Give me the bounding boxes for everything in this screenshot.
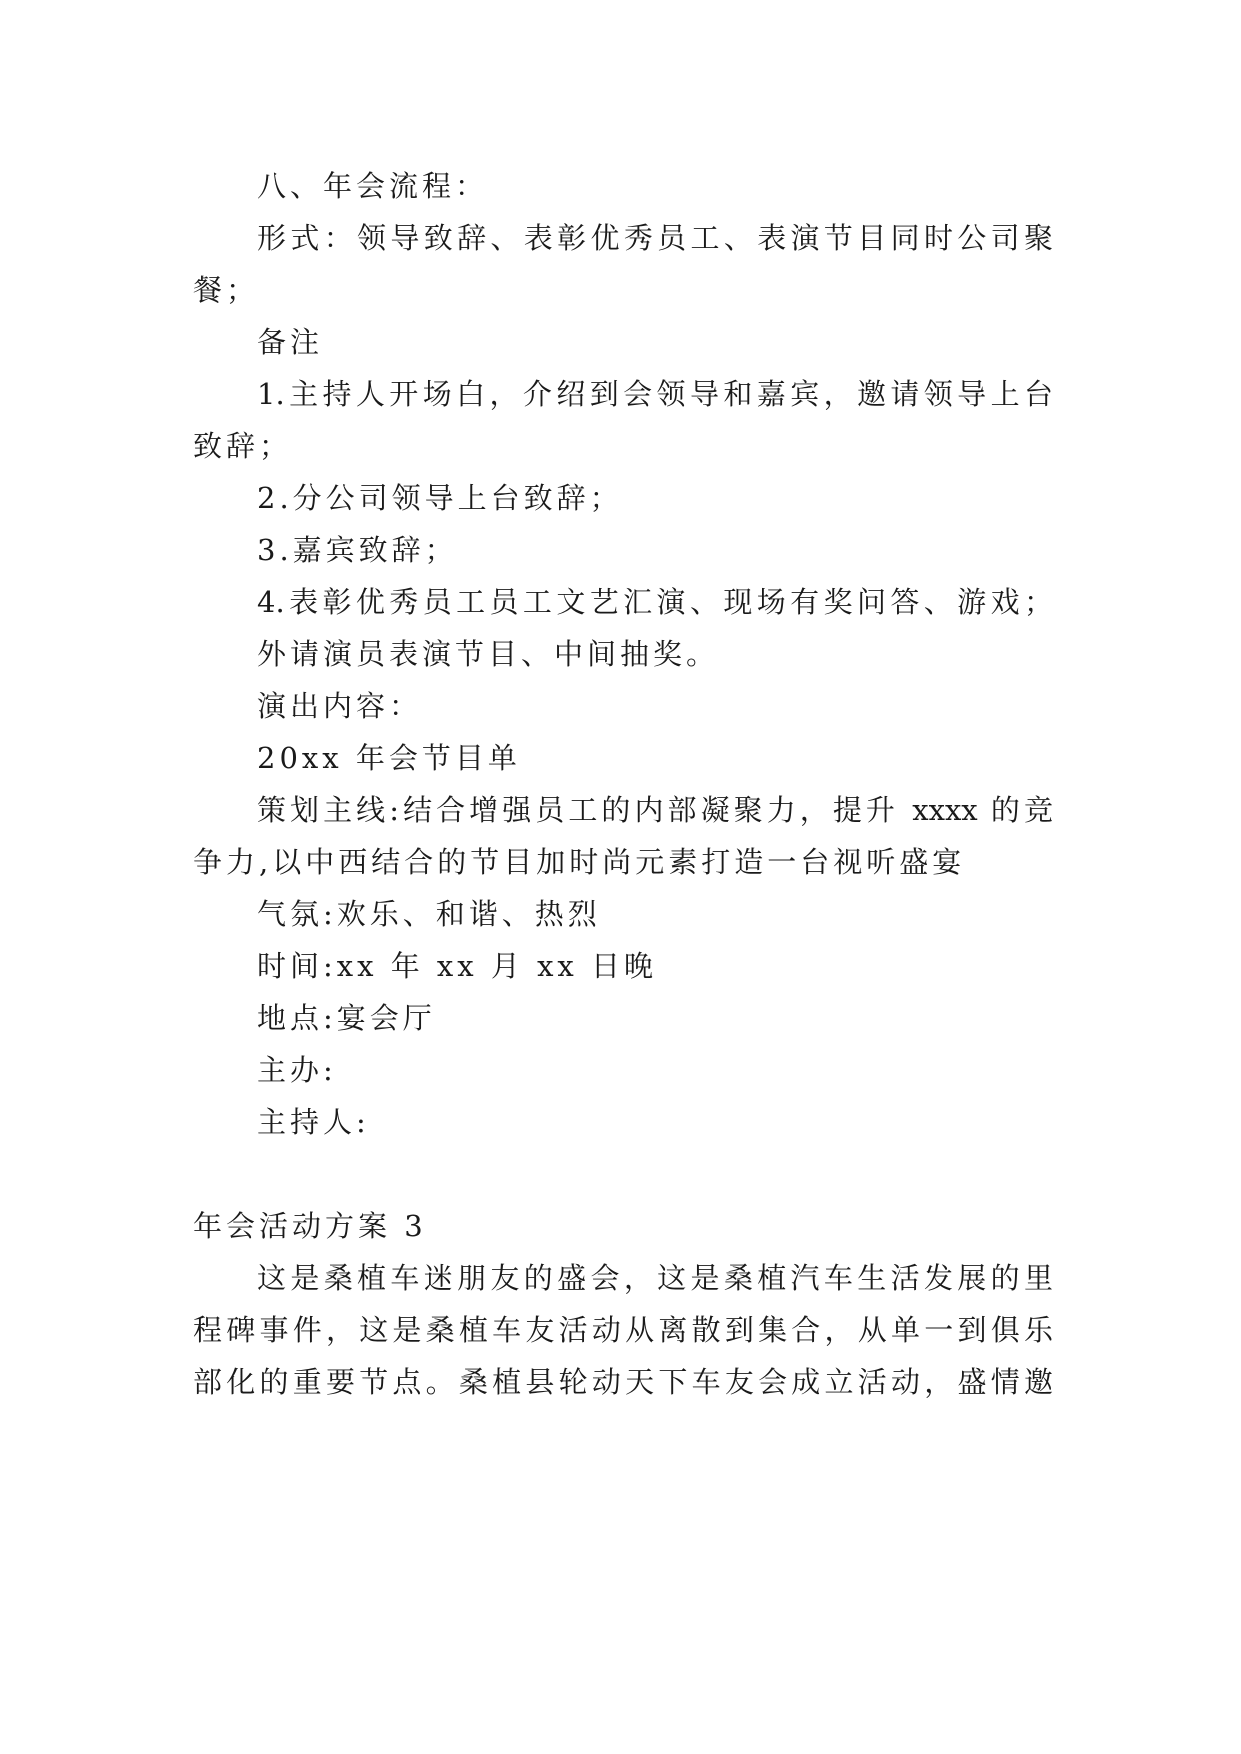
paragraph-line: 程碑事件，这是桑植车友活动从离散到集合，从单一到俱乐 — [193, 1313, 1053, 1347]
list-item: 4.表彰优秀员工员工文艺汇演、现场有奖问答、游戏； — [257, 585, 1053, 619]
paragraph-line: 策划主线:结合增强员工的内部凝聚力，提升 xxxx 的竞 — [257, 793, 1053, 827]
paragraph-line: 演出内容： — [257, 689, 423, 723]
paragraph-line: 20xx 年会节目单 — [257, 741, 521, 775]
paragraph-line: 时间:xx 年 xx 月 xx 日晚 — [257, 949, 657, 983]
list-item: 1.主持人开场白，介绍到会领导和嘉宾，邀请领导上台 — [257, 377, 1053, 411]
paragraph-line: 部化的重要节点。桑植县轮动天下车友会成立活动，盛情邀 — [193, 1365, 1053, 1399]
paragraph-line: 主持人: — [257, 1105, 370, 1139]
paragraph-line: 形式：领导致辞、表彰优秀员工、表演节目同时公司聚 — [257, 221, 1053, 255]
list-item: 3.嘉宾致辞； — [257, 533, 458, 567]
paragraph-line: 地点:宴会厅 — [257, 1001, 436, 1035]
section-title: 年会活动方案 3 — [193, 1209, 427, 1243]
paragraph-line: 气氛:欢乐、和谐、热烈 — [257, 897, 601, 931]
paragraph-line: 这是桑植车迷朋友的盛会，这是桑植汽车生活发展的里 — [257, 1261, 1053, 1295]
paragraph-line: 争力,以中西结合的节目加时尚元素打造一台视听盛宴 — [193, 845, 966, 879]
paragraph-line: 备注 — [257, 325, 324, 359]
list-item: 2.分公司领导上台致辞； — [257, 481, 623, 515]
paragraph-line: 外请演员表演节目、中间抽奖。 — [257, 637, 720, 671]
section-heading: 八、年会流程： — [257, 169, 489, 203]
paragraph-line: 餐； — [193, 273, 260, 307]
paragraph-line: 主办: — [257, 1053, 337, 1087]
paragraph-line: 致辞； — [193, 429, 293, 463]
